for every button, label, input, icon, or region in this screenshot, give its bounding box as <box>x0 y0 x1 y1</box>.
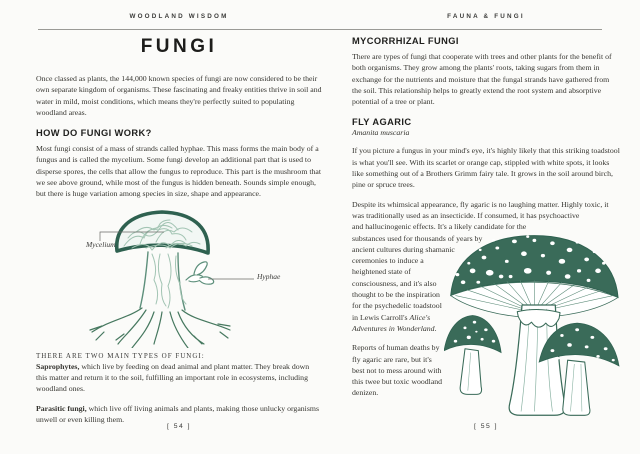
intro-paragraph: Once classed as plants, the 144,000 known species of fungi are now considered to be their own separate kingdom of organisms. These fascinating and freaky entities thrive in soil and water in mild, moist conditions, which means they're perfectly suited to populating woodland areas. <box>36 74 322 117</box>
fly-agaric-illustration <box>444 229 620 421</box>
fly-agaric-paragraph-2-end: . <box>434 323 437 333</box>
hyphae-label: Hyphae <box>257 271 281 281</box>
species-name: Amanita muscaria <box>352 128 410 138</box>
parasitic-fungi-text: which live off living animals and plants, making those unlucky organisms unwell or even killing them. <box>36 403 319 424</box>
saprophytes-paragraph <box>36 361 322 395</box>
heading-fly-agaric: FLY AGARIC <box>352 117 412 128</box>
right-page <box>352 36 620 439</box>
mycelium-label: Mycelium <box>86 239 116 249</box>
fly-agaric-paragraph-1: If you picture a fungus in your mind's eye, it's highly likely that this striking toadstool is what you'll see. With its scarlet or orange cap, stippled with white spots, it looks like something out of a Brothers Grimm fairy tale. It grows in the soil around birch, pine or spruce trees. <box>352 146 620 190</box>
page-number-right: [ 55 ] <box>473 423 499 430</box>
mycorrhizal-paragraph: There are types of fungi that cooperate with trees and other plants for the benefit of both organisms. They grow among the plants' roots, taking sugars from them in exchange for the nutrients and moisture that the fungal strands have gathered from the soil. This relationship helps to greatly extend the root system and absorptive potential of a tree or plant. <box>352 52 612 107</box>
running-head-left: WOODLAND WISDOM <box>129 13 229 20</box>
page-number-left: [ 54 ] <box>166 423 192 430</box>
parasitic-fungi-paragraph <box>36 403 322 426</box>
header-rule <box>38 29 602 30</box>
saprophytes-term: Saprophytes, <box>36 361 80 371</box>
book-title-italic: Alice's Adventures in Wonderland <box>352 312 435 333</box>
fungi-types-leadin: THERE ARE TWO MAIN TYPES OF FUNGI: <box>36 351 205 360</box>
how-fungi-work-paragraph: Most fungi consist of a mass of strands called hyphae. This mass forms the main body of a fungus and is called the mycelium. Some fungi develop an additional part that is used to disperse spores, the cells that allow the fungus to reproduce. This part is the mushroom that we see above ground, while most of the fungus is hidden beneath. Sounds simple enough, but there is huge variation among species in size, shape and appearance. <box>36 144 322 199</box>
fly-agaric-paragraph-2-text: Despite its whimsical appearance, fly agaric is no laughing matter. Highly toxic, it was traditionally used as an insecticide. If consumed, it has psychoactive and hallucinogenic effects. It's a likely candidate for the substances used for thousands of years by ancient cultures during shamanic ceremonies to induce a heightened state of consciousness, and it's also thought to be the inspiration for the psychedelic toadstool in Lewis Carroll's <box>352 199 609 322</box>
parasitic-fungi-term: Parasitic fungi, <box>36 403 87 413</box>
heading-mycorrhizal-fungi: MYCORRHIZAL FUNGI <box>352 36 459 46</box>
fly-agaric-paragraph-3: Reports of human deaths by fly agaric are rare, but it's best not to mess around with this twee but toxic woodland denizen. <box>352 343 443 398</box>
heading-how-do-fungi-work: HOW DO FUNGI WORK? <box>36 128 152 139</box>
page-title: FUNGI <box>140 36 218 57</box>
saprophytes-text: which live by feeding on dead animal and plant matter. They break down this matter and return it to the soil, fulfilling an important role in ecosystems, including woodland ones. <box>36 361 310 394</box>
mushroom-cross-section-figure <box>36 208 322 348</box>
left-page <box>36 36 322 433</box>
running-head-right: FAUNA & FUNGI <box>447 13 525 20</box>
